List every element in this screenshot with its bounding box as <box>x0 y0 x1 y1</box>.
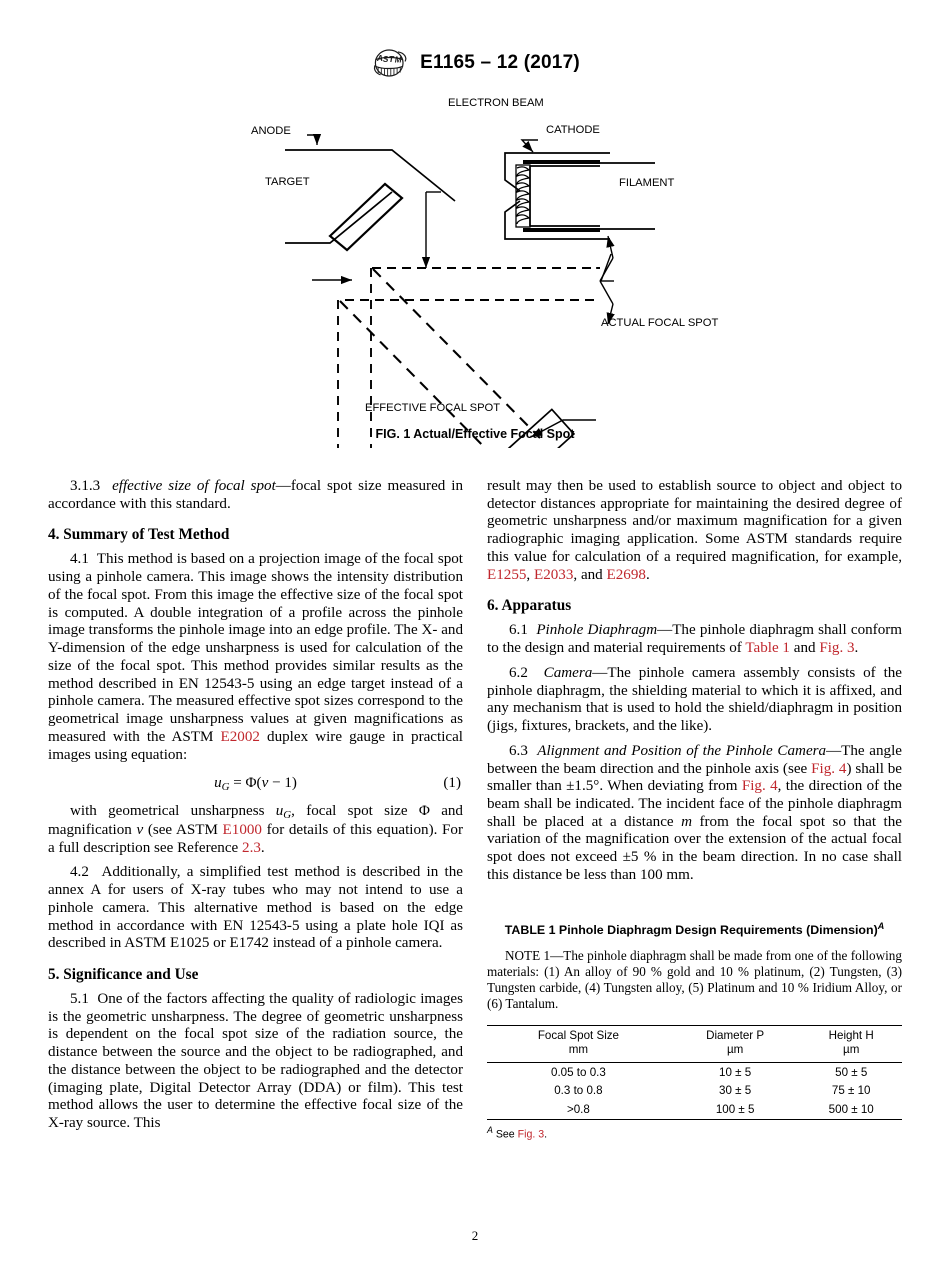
para-body-cont: duplex wire gauge in practical images using equation: <box>48 728 463 763</box>
table-1-footnote <box>487 1125 902 1141</box>
link-e1000[interactable]: E1000 <box>222 821 262 838</box>
paragraph-5-1 <box>48 991 463 1133</box>
para-end: . <box>645 566 650 583</box>
table-1-head <box>487 1025 902 1063</box>
para-body: —focal spot size measured in accordance with this standard. <box>48 478 463 512</box>
cell-diameter-p: 30 ± 5 <box>719 1084 752 1098</box>
heading-significance-and-use: 5. Significance and Use <box>48 965 199 983</box>
figure-label-anode: ANODE <box>251 125 291 137</box>
para-body: This method is based on a projection image of the focal spot using a pinhole camera. This image shows the intensity distribution of the focal spot. From this image the effective size of the focal spot is computed. A double integration of a profile across the pinhole image transforms the pinhole image into an edge profile. The X- and Y-dimension of the edge unsharpness is used for calculation of the size of the focal spot. This method provides similar results as the method described in EN 12543-5 using an edge target instead of a pinhole camera. The measured effective spot sizes correspond to the geometrical image unsharpness values at given magnifications as measured with the ASTM <box>48 551 463 745</box>
para-body-3: (see ASTM <box>143 821 223 838</box>
header-name-2: Height H <box>828 1028 874 1042</box>
note-text: —The pinhole diaphragm shall be made from one of the following materials: (1) An alloy of 90 % gold and 10 % platinum, (2) Tungsten, (3) Tungsten carbide, (4) Tungsten alloy, (5) Platinum and 10 % Iridium Alloy, or (6) Tantalum. <box>487 948 902 1011</box>
symbol-u: u <box>275 803 284 820</box>
para-body-2: and <box>789 640 820 657</box>
paragraph-6-3 <box>487 743 902 885</box>
defined-term: Alignment and Position of the Pinhole Camera <box>537 742 827 759</box>
equation-1 <box>48 775 463 794</box>
table-header-cell-2 <box>800 1025 902 1063</box>
link-e2033[interactable]: E2033 <box>533 566 574 583</box>
table-row <box>487 1063 902 1082</box>
para-body: with geometrical unsharpness <box>70 803 276 820</box>
figure-label-target: TARGET <box>265 176 310 188</box>
para-body-2: ) shall be smaller than ±1.5°. When deviating from <box>487 760 903 795</box>
table-1-body <box>487 1063 902 1120</box>
table-1-title-footnote-marker: A <box>877 920 885 931</box>
cell-height-h: 75 ± 10 <box>831 1084 871 1098</box>
cell-focal-spot-size: 0.05 to 0.3 <box>551 1065 606 1079</box>
right-text-column <box>487 478 902 1141</box>
svg-text:T: T <box>388 55 394 65</box>
cell-diameter-p: 100 ± 5 <box>715 1103 755 1117</box>
paragraph-4-1 <box>48 551 463 764</box>
table-1-title <box>487 921 902 939</box>
paragraph-5-1-continued <box>487 478 902 584</box>
table-1-note <box>487 948 902 1011</box>
svg-text:M: M <box>394 55 402 65</box>
symbol-u-subscript: G <box>283 809 292 822</box>
left-text-column <box>48 478 463 1133</box>
link-e2002[interactable]: E2002 <box>220 728 260 745</box>
footnote-text: See <box>492 1128 518 1141</box>
para-number: 4.2 <box>70 864 89 881</box>
para-end: . <box>854 640 859 657</box>
para-body-5: . <box>260 839 265 856</box>
defined-term: Pinhole Diaphragm <box>536 622 658 639</box>
figure-1-diagram <box>0 88 950 448</box>
link-fig-3-footnote[interactable]: Fig. 3 <box>517 1128 545 1141</box>
note-label: NOTE 1 <box>505 948 551 964</box>
table-header-cell-1 <box>670 1025 801 1063</box>
astm-logo-icon <box>370 48 410 78</box>
defined-term: effective size of focal spot <box>112 478 276 494</box>
figure-label-electron-beam: ELECTRON BEAM <box>448 97 544 109</box>
para-body-2: , focal spot size Φ and magnification <box>48 803 463 838</box>
table-1-block <box>487 921 902 1142</box>
equation-1-body: $u_G = \Phi(v - 1)$ <box>214 775 297 794</box>
cell-diameter-p: 10 ± 5 <box>719 1065 752 1079</box>
para-number: 6.3 <box>509 742 528 759</box>
link-e2698[interactable]: E2698 <box>606 566 646 583</box>
para-number: 6.1 <box>509 622 528 639</box>
svg-text:A: A <box>377 54 384 64</box>
header-unit-0: mm <box>568 1043 589 1057</box>
cell-focal-spot-size: >0.8 <box>566 1103 590 1117</box>
para-body: Additionally, a simplified test method is described in the annex A for users of X-ray tubes who may not intend to use a pinhole camera. This alternative method is based on the edge method in accordance with EN 12543-5 using a plate hole IQI as described in ASTM E1025 or E1742 instead of a pinhole camera. <box>48 864 463 952</box>
para-body-4: from the focal spot so that the variation of the magnification over the extension of the actual focal spot does not exceed ±5 % in the beam direction. In no case shall this distance be less than 100 mm. <box>487 813 902 883</box>
header-unit-1: µm <box>726 1043 744 1057</box>
cell-height-h: 50 ± 5 <box>835 1065 868 1079</box>
document-title: E1165 – 12 (2017) <box>420 52 580 73</box>
link-reference-2-3[interactable]: 2.3 <box>242 839 261 856</box>
para-body: —The pinhole camera assembly consists of the pinhole diaphragm, the shielding material to which it is affixed, and any mechanism that is used to hold the shield/diaphragm in position (jigs, fixtures, brackets, and the like). <box>487 664 903 735</box>
header-unit-2: µm <box>843 1043 860 1057</box>
para-body: result may then be used to establish source to object and object to detector distances appropriate for maintaining the desired degree of geometric unsharpness and/or maximum magnification for a given radiographic imaging application. Some ASTM standards require this value for calculation of a required magnification, for example, <box>487 478 902 565</box>
figure-caption: FIG. 1 Actual/Effective Focal Spot <box>375 427 575 441</box>
para-body-3: , the direction of the beam shall be indicated. The incident face of the pinhole diaphragm shall be placed at a distance <box>487 778 903 830</box>
symbol-m: m <box>681 813 692 830</box>
para-number: 4.1 <box>70 551 89 568</box>
footnote-marker: A <box>487 1125 493 1136</box>
heading-summary-of-test-method: 4. Summary of Test Method <box>48 526 230 544</box>
table-1 <box>487 1025 902 1121</box>
link-fig-4-a[interactable]: Fig. 4 <box>811 760 847 777</box>
header-name-1: Diameter P <box>706 1028 765 1042</box>
page-header <box>0 48 950 78</box>
table-1-title-text: TABLE 1 Pinhole Diaphragm Design Requirements (Dimension) <box>504 922 878 937</box>
defined-term: Camera <box>543 664 593 681</box>
table-row <box>487 1082 902 1101</box>
svg-text:S: S <box>383 54 389 64</box>
cell-height-h: 500 ± 10 <box>828 1103 874 1117</box>
figure-label-filament: FILAMENT <box>619 177 675 189</box>
separator-1: , <box>526 566 534 583</box>
paragraph-6-2 <box>487 665 902 736</box>
paragraph-4-1-cont <box>48 803 463 857</box>
symbol-v: v <box>136 821 144 838</box>
para-number: 3.1.3 <box>70 478 101 494</box>
heading-apparatus: 6. Apparatus <box>487 597 572 615</box>
table-row <box>487 1101 902 1120</box>
paragraph-3-1-3 <box>48 478 463 513</box>
para-number: 5.1 <box>70 990 89 1007</box>
figure-label-effective-focal-spot: EFFECTIVE FOCAL SPOT <box>365 402 501 414</box>
para-body-4: for details of this equation). For a full description see Reference <box>48 821 463 856</box>
link-fig-3[interactable]: Fig. 3 <box>819 640 855 657</box>
para-body: —The pinhole diaphragm shall conform to the design and material requirements of <box>487 622 903 657</box>
link-table-1[interactable]: Table 1 <box>745 640 790 657</box>
table-header-row <box>487 1025 902 1063</box>
page-number: 2 <box>471 1228 479 1243</box>
link-fig-4-b[interactable]: Fig. 4 <box>741 778 778 795</box>
footnote-end: . <box>544 1128 548 1141</box>
para-body: —The angle between the beam direction and the pinhole axis (see <box>487 742 902 777</box>
para-number: 6.2 <box>509 664 528 681</box>
table-header-cell-0 <box>487 1025 670 1063</box>
link-e1255[interactable]: E1255 <box>487 566 527 583</box>
equation-1-number: (1) <box>443 775 461 792</box>
paragraph-6-1 <box>487 622 902 657</box>
figure-label-cathode: CATHODE <box>546 124 600 136</box>
cell-focal-spot-size: 0.3 to 0.8 <box>554 1084 603 1098</box>
header-name-0: Focal Spot Size <box>537 1028 620 1042</box>
figure-label-actual-focal-spot: ACTUAL FOCAL SPOT <box>601 317 719 329</box>
paragraph-4-2 <box>48 864 463 953</box>
para-body: One of the factors affecting the quality of radiologic images is the geometric unsharpness. The degree of geometric unsharpness is dependent on the focal spot size of the radiation source, the distance between the source and the object to be radiographed, and the distance between the object to be radiographed and the detector (imaging plate, Digital Detector Array (DDA) or film). This test method allows the user to determine the effective focal size of the X-ray source. This <box>48 990 463 1132</box>
separator-2: , and <box>573 566 607 583</box>
